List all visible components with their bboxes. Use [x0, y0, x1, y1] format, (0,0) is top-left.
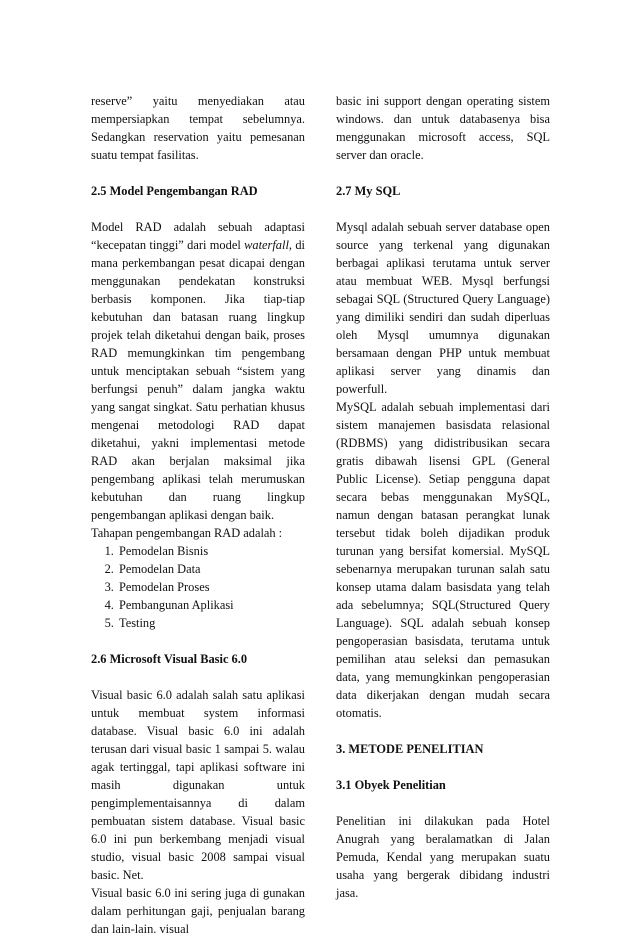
rad-stages-intro: Tahapan pengembangan RAD adalah : — [91, 526, 283, 540]
list-item: 4. Pembangunan Aplikasi — [117, 596, 305, 614]
section-2-6-paragraph-1: Visual basic 6.0 adalah salah satu aplikasi untuk membuat system informasi database. Visual basic 6.0 ini adalah terusan dari visual basic 1 sampai 5. walau agak tertinggal, tapi aplikasi software ini masih digunakan untuk pengimplementaisannya di dalam pembuatan sistem database. Visual basic 6.0 ini pun berkembang menjadi visual studio, visual basic 2008 sampai visual basic. Net. — [91, 688, 305, 882]
left-column — [91, 92, 305, 938]
section-2-5-heading: 2.5 Model Pengembangan RAD — [91, 184, 258, 198]
rad-stages-list — [91, 542, 305, 632]
section-3-1-paragraph: Penelitian ini dilakukan pada Hotel Anugrah yang beralamatkan di Jalan Pemuda, Kendal yang merupakan suatu usaha yang bergerak dibidang industri jasa. — [336, 814, 550, 900]
section-2-7-paragraph-2: MySQL adalah sebuah implementasi dari sistem manajemen basisdata relasional (RDBMS) yang didistribusikan secara gratis dibawah lisensi GPL (General Public License). Setiap pengguna dapat secara bebas menggunakan MySQL, namun dengan batasan perangkat lunak tersebut tidak boleh dijadikan produk turunan yang bersifat komersial. MySQL sebenarnya merupakan turunan salah satu konsep utama dalam basisdata yang telah ada sebelumnya; SQL(Structured Query Language). SQL adalah sebuah konsep pengoperasian basisdata, terutama untuk pemilihan atau seleksi dan pemasukan data, yang memungkinkan pengoperasian data dikerjakan dengan mudah secara otomatis. — [336, 400, 550, 720]
list-item: 5. Testing — [117, 614, 305, 632]
section-3-1-heading: 3.1 Obyek Penelitian — [336, 778, 446, 792]
section-2-5-paragraph: Model RAD adalah sebuah adaptasi “kecepatan tinggi” dari model waterfall, di mana perkembangan pesat dicapai dengan menggunakan pendekatan konstruksi berbasis komponen. Jika tiap-tiap kebutuhan dan batasan ruang lingkup projek telah diketahui dengan baik, proses RAD memungkinkan tim pengembang untuk menciptakan sebuah “sistem yang berfungsi penuh” dalam jangka waktu yang sangat singkat. Satu perhatian khusus mengenai metodologi RAD dapat diketahui, yakni implementasi metode RAD akan berjalan maksimal jika pengembang aplikasi telah merumuskan kebutuhan dan ruang lingkup pengembangan aplikasi dengan baik. — [91, 220, 305, 522]
list-item: 2. Pemodelan Data — [117, 560, 305, 578]
list-item: 1. Pemodelan Bisnis — [117, 542, 305, 560]
right-intro-paragraph: basic ini support dengan operating sistem windows. dan untuk databasenya bisa menggunakan microsoft access, SQL server dan oracle. — [336, 94, 550, 162]
list-item: 3. Pemodelan Proses — [117, 578, 305, 596]
section-2-7-paragraph-1: Mysql adalah sebuah server database open source yang terkenal yang digunakan berbagai aplikasi terutama untuk server atau membuat WEB. Mysql berfungsi sebagai SQL (Structured Query Language) yang dimiliki sendiri dan sudah diperluas oleh Mysql umumnya digunakan bersamaan dengan PHP untuk membuat aplikasi server yang dinamis dan powerfull. — [336, 220, 550, 396]
left-intro-paragraph: reserve” yaitu menyediakan atau mempersiapkan tempat sebelumnya. Sedangkan reservation yaitu pemesanan suatu tempat fasilitas. — [91, 94, 305, 162]
section-2-7-heading: 2.7 My SQL — [336, 184, 401, 198]
section-2-6-paragraph-2: Visual basic 6.0 ini sering juga di gunakan dalam perhitungan gaji, penjualan barang dan lain-lain. visual — [91, 886, 305, 936]
right-column — [336, 92, 550, 902]
section-2-6-heading: 2.6 Microsoft Visual Basic 6.0 — [91, 652, 248, 666]
section-3-heading: 3. METODE PENELITIAN — [336, 742, 484, 756]
